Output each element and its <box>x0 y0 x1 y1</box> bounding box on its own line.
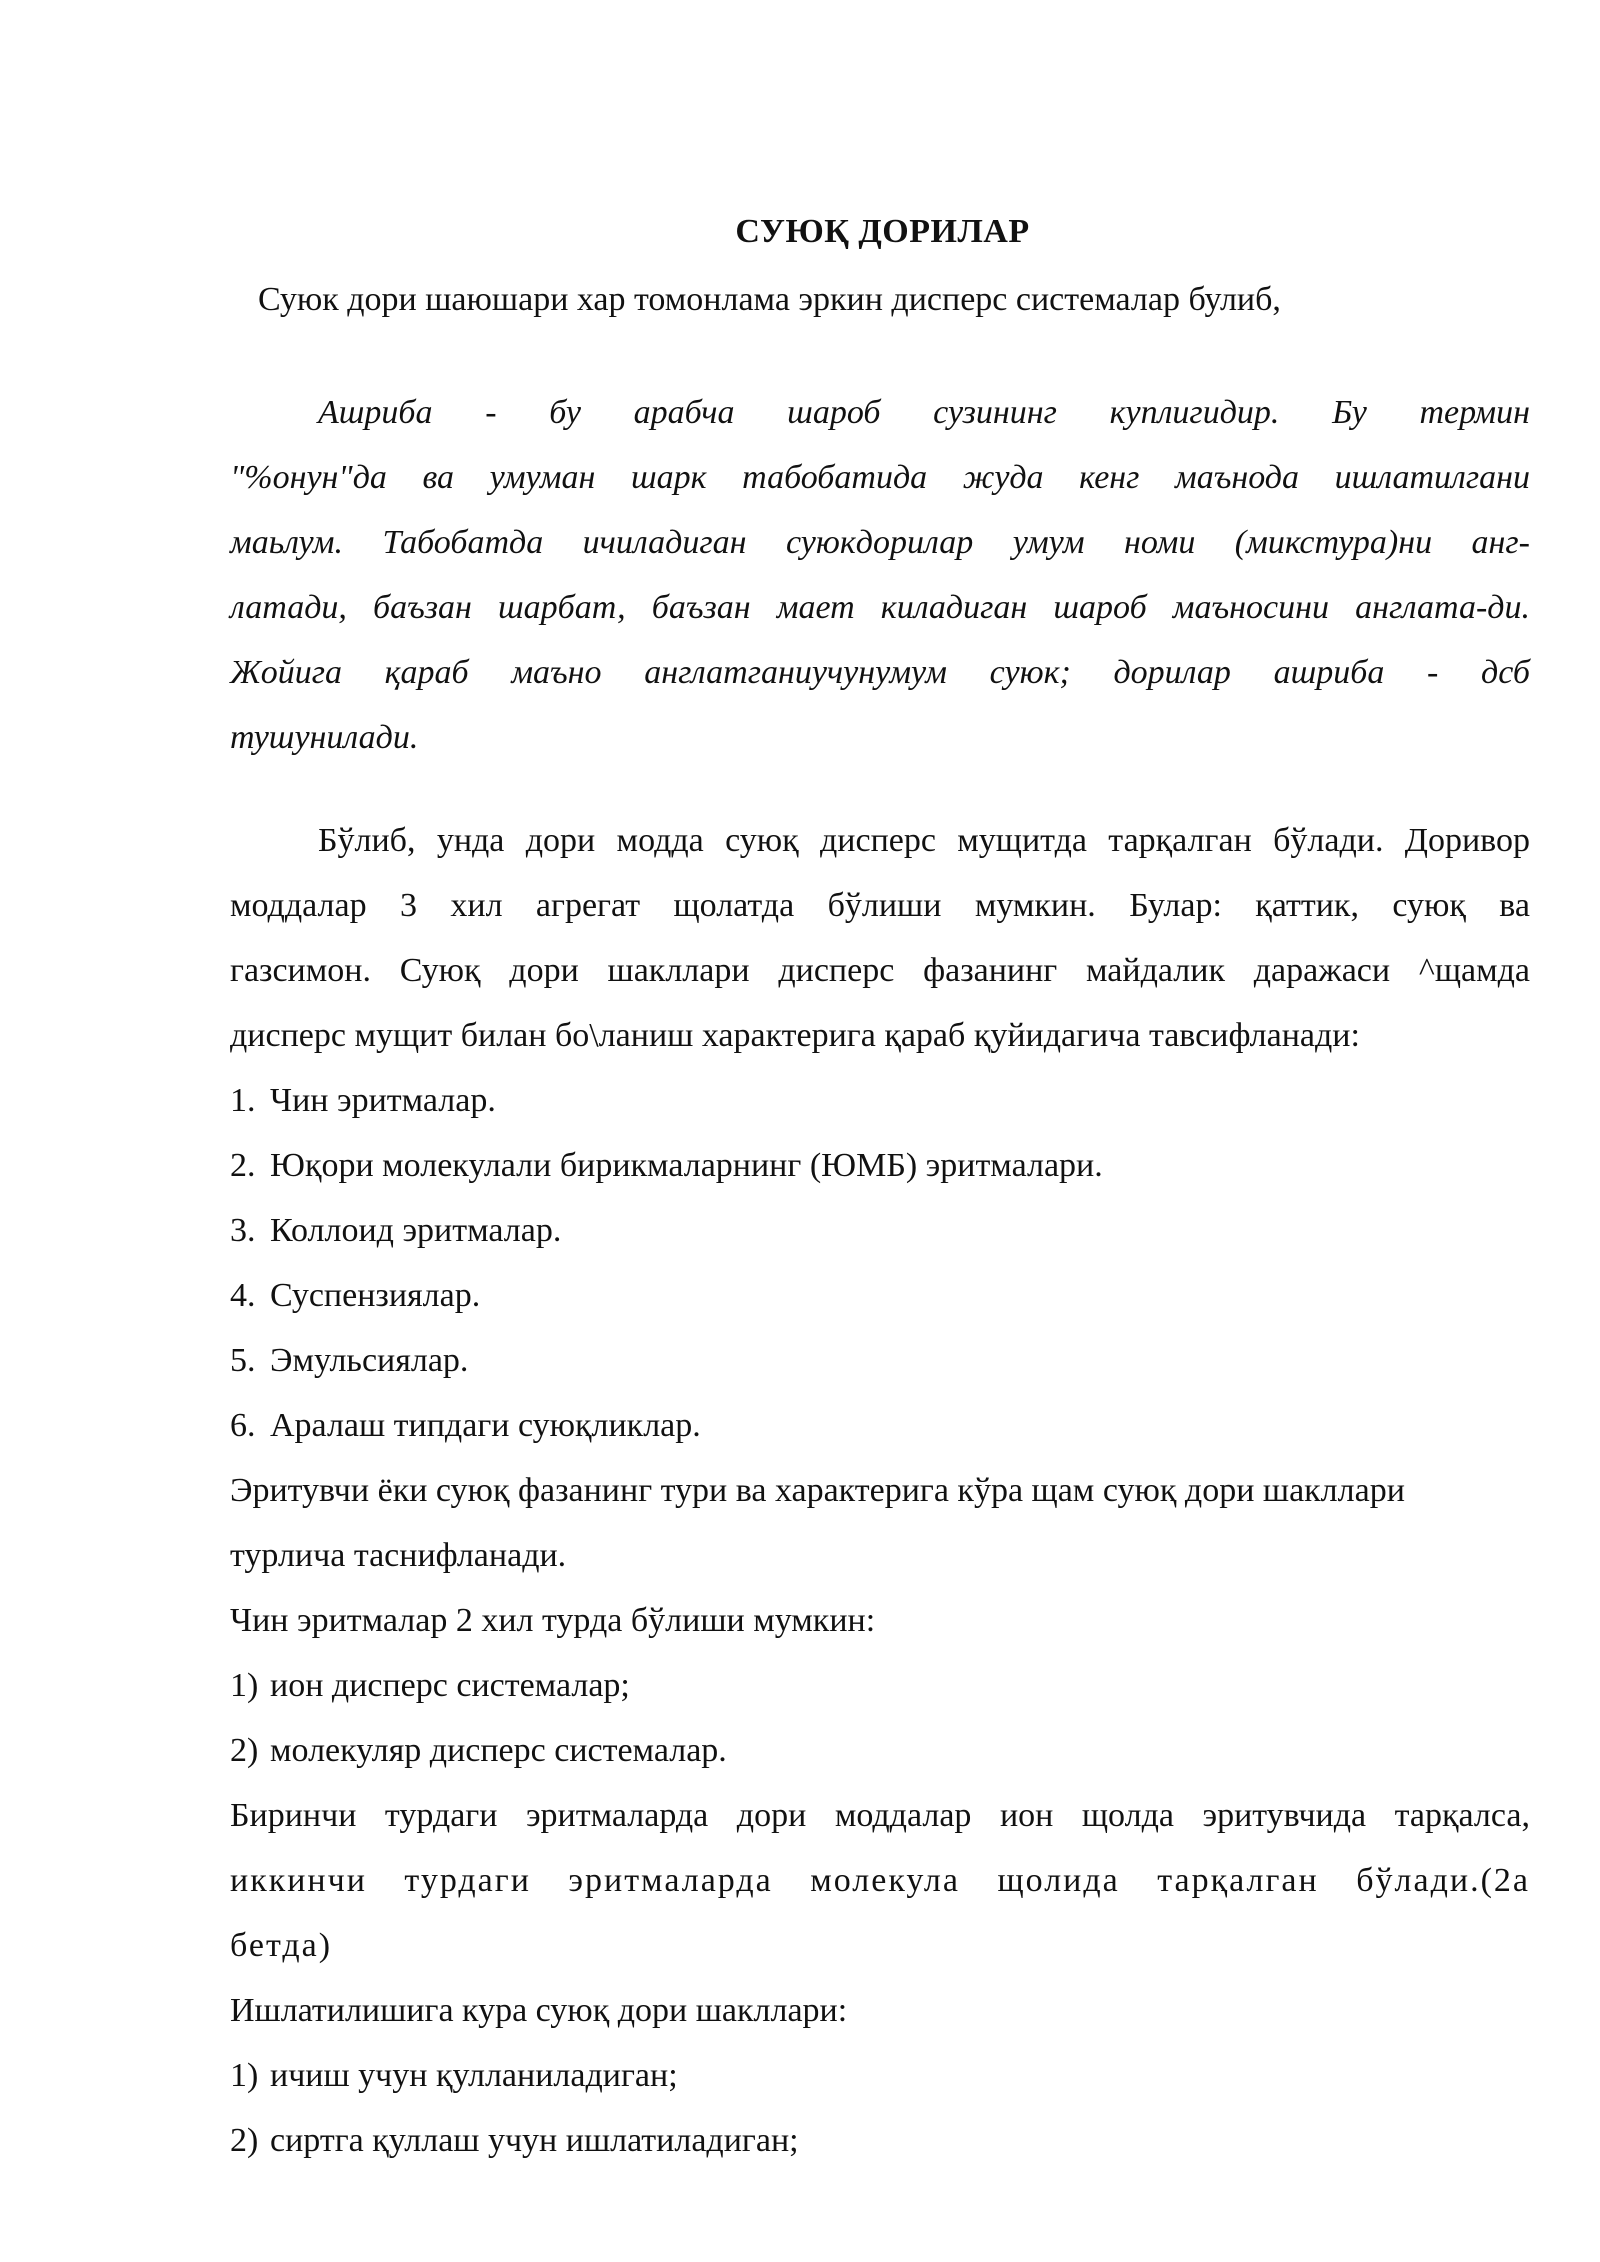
italic-line-5: Жойига қараб маъно англатганиучунумум суюк; дорилар ашриба - дсб <box>230 654 1530 691</box>
para2-line-1: Эритувчи ёки суюқ фазанинг тури ва характерига кўра щам суюқ дори шакллари <box>230 1472 1405 1509</box>
list-item: 1) ичиш учун қулланиладиган; <box>230 2057 678 2094</box>
italic-line-3: маьлум. Табобатда ичиладиган суюкдорилар умум номи (микстура)ни анг- <box>230 524 1530 561</box>
list-item: 1) ион дисперс системалар; <box>230 1667 630 1704</box>
document-title: СУЮҚ ДОРИЛАР <box>735 213 1030 250</box>
list-item: 2) молекуляр дисперс системалар. <box>230 1732 727 1769</box>
para3-line: Чин эритмалар 2 хил турда бўлиши мумкин: <box>230 1602 876 1639</box>
italic-paragraph <box>230 380 1530 770</box>
list-item: 6. Аралаш типдаги суюқликлар. <box>230 1407 701 1444</box>
para1-line-2: моддалар 3 хил агрегат щолатда бўлиши мумкин. Булар: қаттик, суюқ ва <box>230 887 1530 924</box>
para1-line-4: дисперс мущит билан бо\ланиш характерига қараб қуйидагича тавсифланади: <box>230 1017 1360 1054</box>
italic-line-4: латади, баъзан шарбат, баъзан мает киладиган шароб маъносини англата-ди. <box>230 589 1530 626</box>
list-item: 2) сиртга қуллаш учун ишлатиладиган; <box>230 2122 799 2159</box>
para1-line-1: Бўлиб, унда дори модда суюқ дисперс мущитда тарқалган бўлади. Доривор <box>318 822 1530 859</box>
intro-line: Суюк дори шаюшари хар томонлама эркин дисперс системалар булиб, <box>258 281 1281 318</box>
para4-line-1: Биринчи турдаги эритмаларда дори моддалар ион щолда эритувчида тарқалса, <box>230 1797 1530 1834</box>
list-item: 3. Коллоид эритмалар. <box>230 1212 562 1249</box>
para4-line-2: иккинчи турдаги эритмаларда молекула щолида тарқалган бўлади.(2а <box>230 1862 1530 1899</box>
para4-line-3: бетда) <box>230 1927 333 1964</box>
italic-line-6: тушунилади. <box>230 719 419 756</box>
italic-line-1: Ашриба - бу арабча шароб сузининг куплигидир. Бу термин <box>318 394 1530 431</box>
italic-line-2: "%онун"да ва умуман шарк табобатида жуда кенг маънода ишлатилгани <box>230 459 1530 496</box>
main-text <box>230 808 1530 2173</box>
para5-line: Ишлатилишига кура суюқ дори шакллари: <box>230 1992 848 2029</box>
para1-line-3: газсимон. Суюқ дори шакллари дисперс фазанинг майдалик даражаси ^щамда <box>230 952 1530 989</box>
para2-line-2: турлича таснифланади. <box>230 1537 567 1574</box>
list-item: 1. Чин эритмалар. <box>230 1082 496 1119</box>
list-item: 5. Эмульсиялар. <box>230 1342 469 1379</box>
list-item: 2. Юқори молекулали бирикмаларнинг (ЮМБ) эритмалари. <box>230 1147 1103 1184</box>
list-item: 4. Суспензиялар. <box>230 1277 481 1314</box>
